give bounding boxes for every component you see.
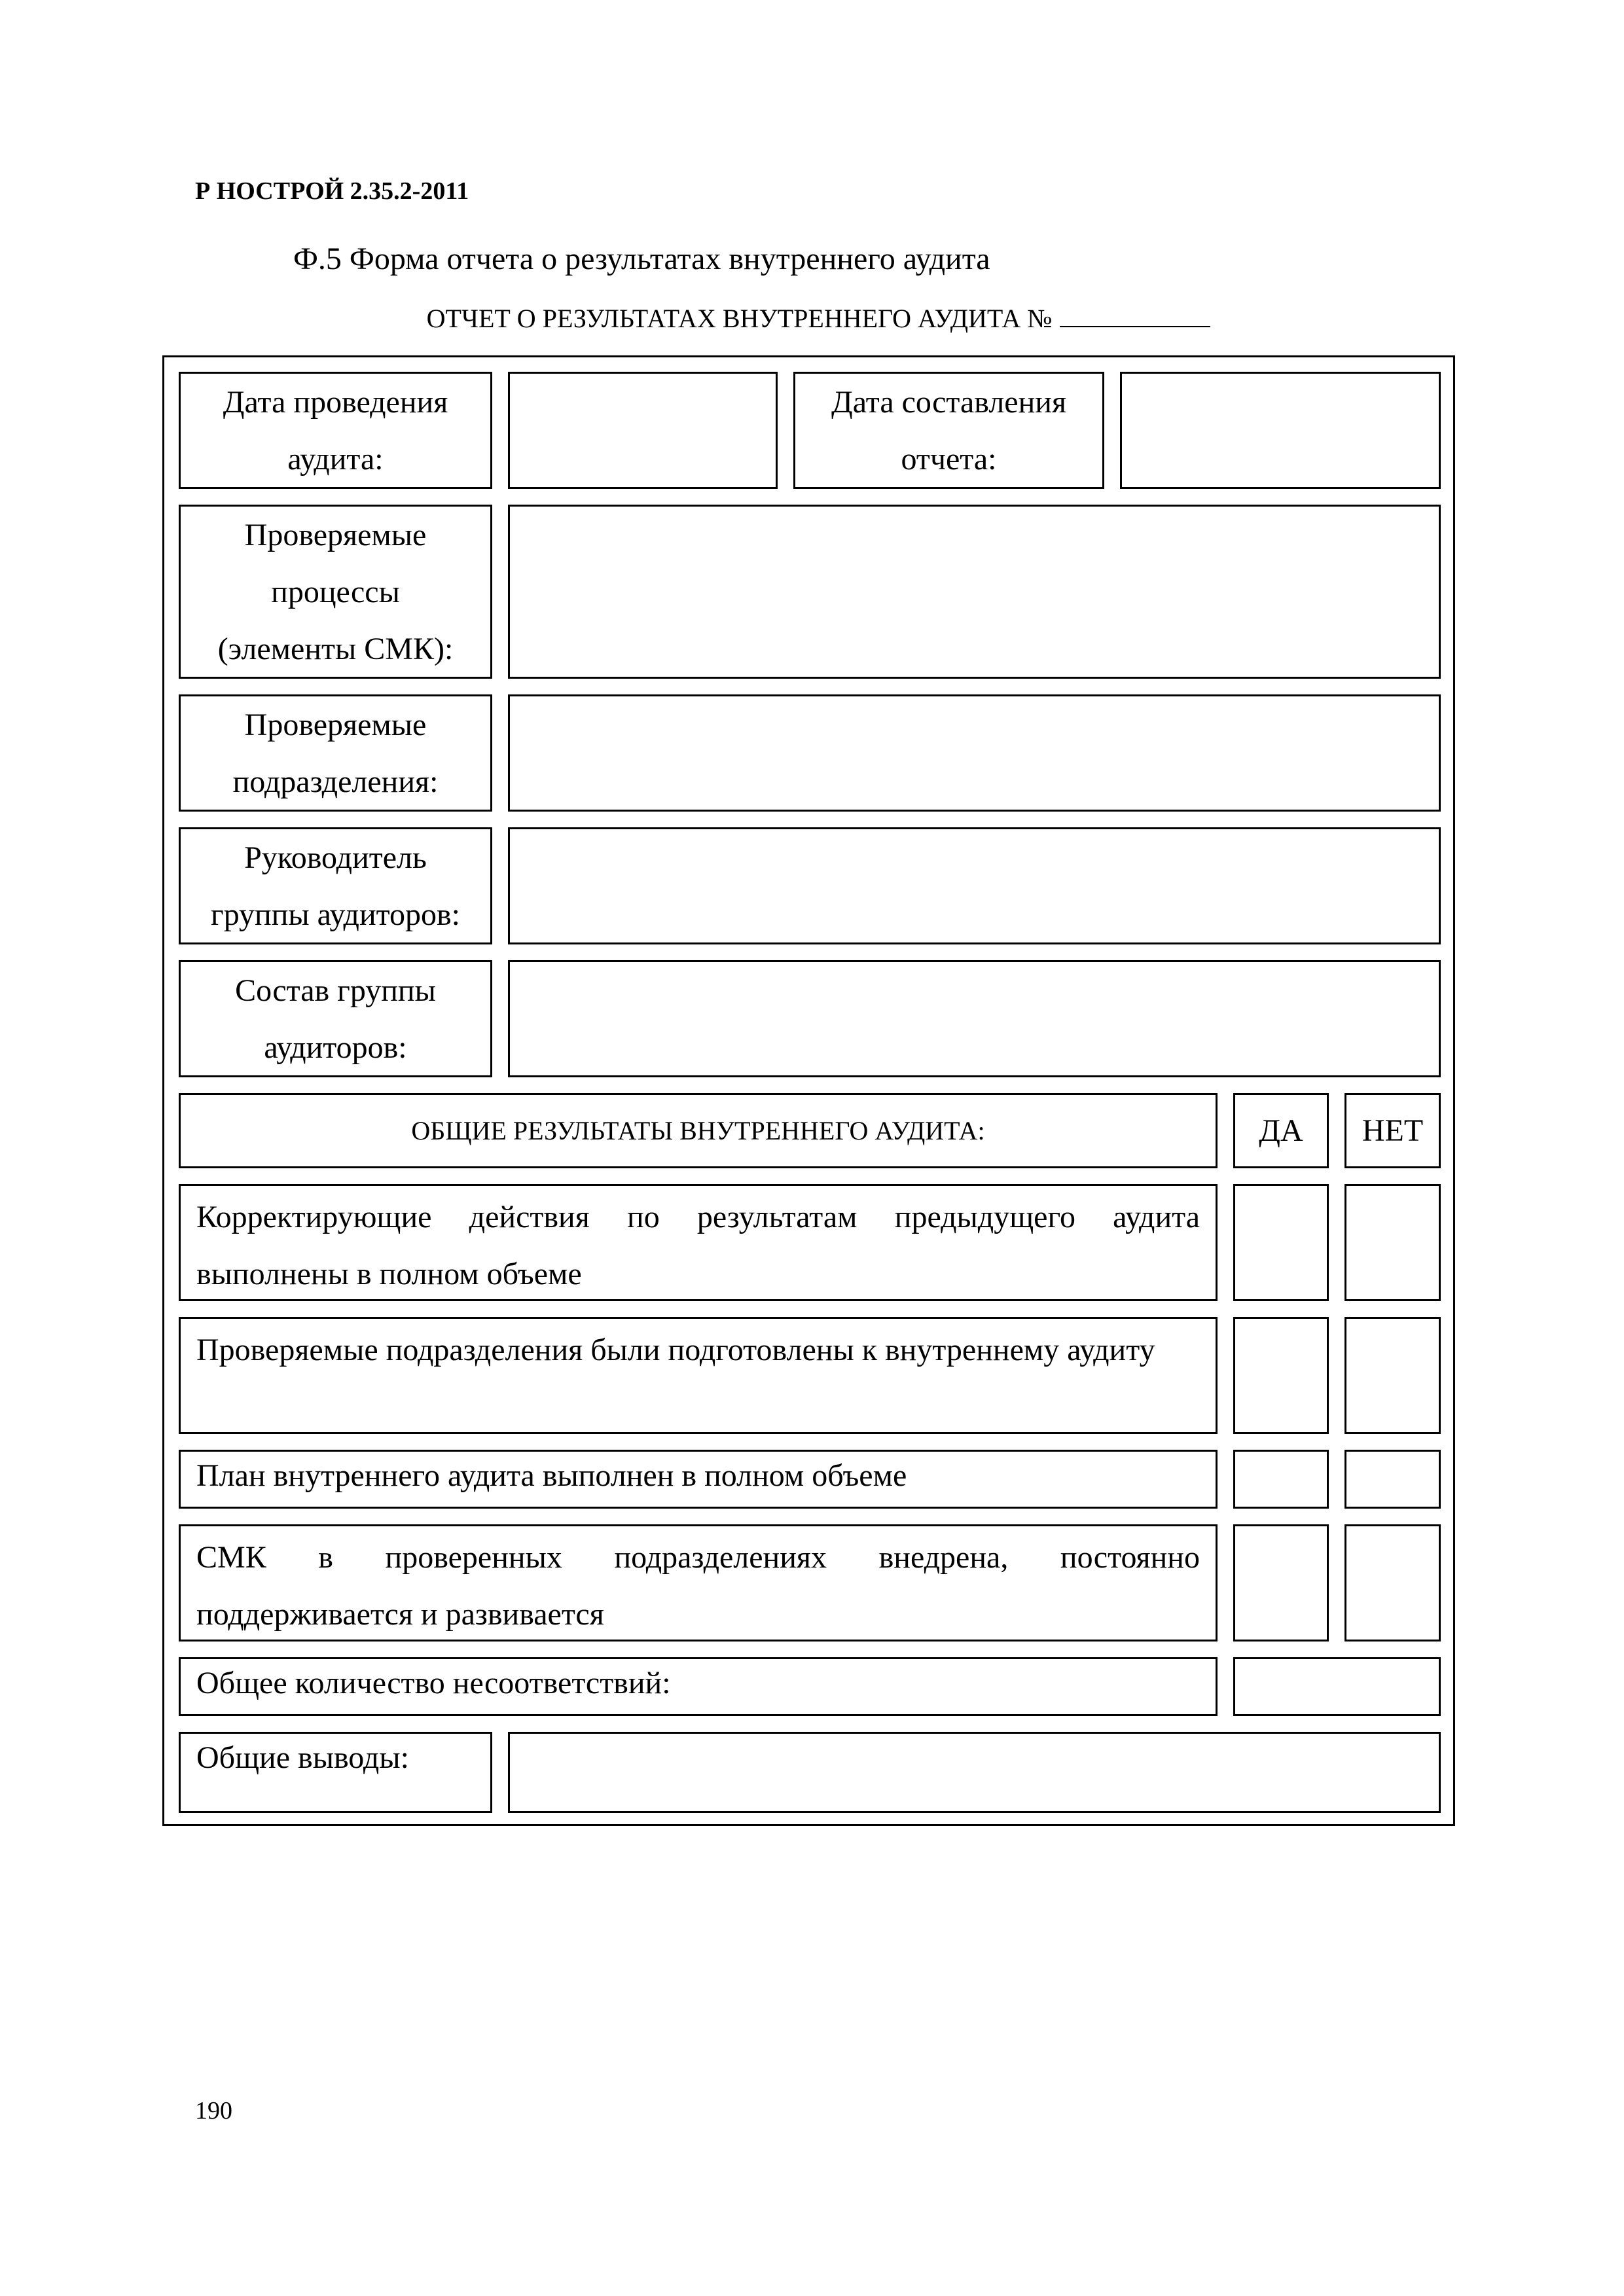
report-title — [0, 302, 1624, 334]
nonconformity-count-field[interactable] — [1233, 1657, 1441, 1716]
conclusions-field[interactable] — [508, 1732, 1441, 1813]
result-4-yes-checkbox[interactable] — [1233, 1524, 1329, 1641]
report-number-field[interactable] — [1060, 302, 1210, 327]
result-3-no-checkbox[interactable] — [1344, 1450, 1441, 1509]
audit-date-field[interactable] — [508, 372, 778, 489]
result-3-yes-checkbox[interactable] — [1233, 1450, 1329, 1509]
lead-auditor-field[interactable] — [508, 827, 1441, 944]
result-row-2 — [179, 1317, 1218, 1434]
report-date-field[interactable] — [1120, 372, 1441, 489]
audit-date-label-cell — [179, 372, 492, 489]
conclusions-label: Общие выводы: — [196, 1740, 409, 1775]
result-row-4 — [179, 1524, 1218, 1641]
no-header: НЕТ — [1362, 1113, 1424, 1148]
yes-header: ДА — [1259, 1113, 1303, 1148]
form-caption: Ф.5 Форма отчета о результатах внутреннего аудита — [293, 242, 990, 276]
page-number: 190 — [195, 2097, 232, 2125]
result-1-yes-checkbox[interactable] — [1233, 1184, 1329, 1301]
result-text-2: Проверяемые подразделения были подготовлены к внутреннему аудиту — [196, 1333, 1155, 1367]
result-row-3 — [179, 1450, 1218, 1509]
processes-label: Проверяемые процессы (элементы СМК): — [217, 517, 454, 666]
nonconformity-label: Общее количество несоответствий: — [196, 1666, 671, 1700]
results-header-cell — [179, 1093, 1218, 1168]
audit-date-label: Дата проведения аудита: — [223, 384, 448, 476]
processes-label-cell — [179, 505, 492, 679]
report-date-label: Дата составления отчета: — [831, 384, 1067, 476]
results-header: ОБЩИЕ РЕЗУЛЬТАТЫ ВНУТРЕННЕГО АУДИТА: — [411, 1116, 985, 1145]
processes-field[interactable] — [508, 505, 1441, 679]
departments-label: Проверяемые подразделения: — [232, 707, 439, 799]
document-code: Р НОСТРОЙ 2.35.2-2011 — [195, 177, 469, 205]
result-1-no-checkbox[interactable] — [1344, 1184, 1441, 1301]
result-2-yes-checkbox[interactable] — [1233, 1317, 1329, 1434]
team-label-cell — [179, 960, 492, 1077]
result-row-1 — [179, 1184, 1218, 1301]
lead-auditor-label-cell — [179, 827, 492, 944]
result-2-no-checkbox[interactable] — [1344, 1317, 1441, 1434]
result-4-no-checkbox[interactable] — [1344, 1524, 1441, 1641]
team-field[interactable] — [508, 960, 1441, 1077]
result-text-3: План внутреннего аудита выполнен в полном объеме — [196, 1458, 907, 1493]
report-title-text: ОТЧЕТ О РЕЗУЛЬТАТАХ ВНУТРЕННЕГО АУДИТА № — [426, 304, 1053, 333]
report-date-label-cell — [793, 372, 1104, 489]
departments-field[interactable] — [508, 694, 1441, 812]
lead-auditor-label: Руководитель группы аудиторов: — [211, 840, 460, 932]
nonconformity-label-cell — [179, 1657, 1218, 1716]
conclusions-label-cell — [179, 1732, 492, 1813]
team-label: Состав группы аудиторов: — [235, 973, 436, 1065]
departments-label-cell — [179, 694, 492, 812]
result-text-4: СМК в проверенных подразделениях внедрена, постоянно поддерживается и развивается — [196, 1540, 1200, 1632]
no-header-cell — [1344, 1093, 1441, 1168]
result-text-1: Корректирующие действия по результатам предыдущего аудита выполнены в полном объеме — [196, 1200, 1200, 1291]
yes-header-cell — [1233, 1093, 1329, 1168]
